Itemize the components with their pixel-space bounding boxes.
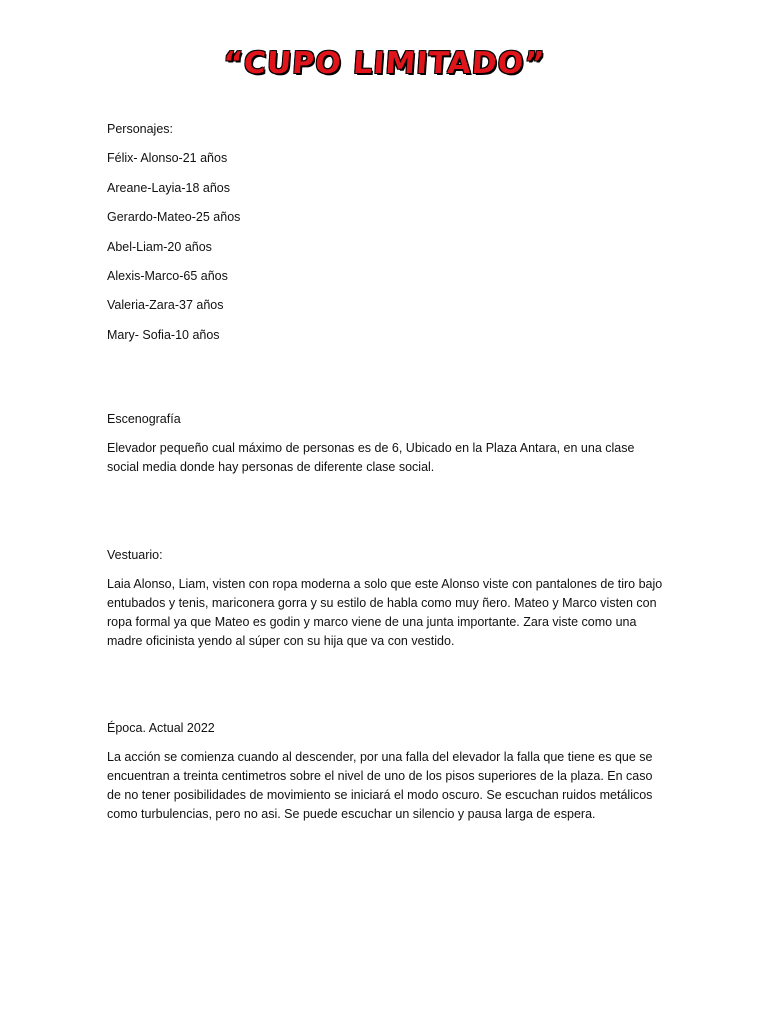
character-item: Areane-Layia-18 años <box>107 180 230 195</box>
character-item: Abel-Liam-20 años <box>107 239 212 254</box>
scenography-section <box>107 410 667 477</box>
costume-section <box>107 546 667 651</box>
scenography-text: Elevador pequeño cual máximo de personas es de 6, Ubicado en la Plaza Antara, en una clase social media donde hay personas de diferente clase social. <box>107 441 635 474</box>
document-title: “CUPO LIMITADO” <box>221 46 547 81</box>
era-text: La acción se comienza cuando al descender, por una falla del elevador la falla que tiene es que se encuentran a treinta centimetros sobre el nivel de uno de los pisos superiores de la plaza. En caso de no tener posibilidades de movimiento se iniciará el modo oscuro. Se escuchan ruidos metálicos como turbulencias, pero no asi. Se puede escuchar un silencio y pausa larga de espera. <box>107 750 653 821</box>
costume-text: Laia Alonso, Liam, visten con ropa moderna a solo que este Alonso viste con pantalones de tiro bajo entubados y tenis, mariconera gorra y su estilo de habla como muy ñero. Mateo y Marco visten con ropa formal ya que Mateo es godin y marco viene de una junta importante. Zara viste como una madre oficinista yendo al súper con su hija que va con vestido. <box>107 577 663 648</box>
costume-heading: Vestuario: <box>107 548 163 562</box>
character-item: Alexis-Marco-65 años <box>107 268 228 283</box>
era-section <box>107 719 667 824</box>
character-item: Mary- Sofia-10 años <box>107 327 220 342</box>
characters-heading: Personajes: <box>107 122 174 136</box>
character-item: Félix- Alonso-21 años <box>107 151 228 166</box>
character-item: Gerardo-Mateo-25 años <box>107 210 241 225</box>
characters-section <box>107 120 667 355</box>
scenography-heading: Escenografía <box>107 412 181 426</box>
character-item: Valeria-Zara-37 años <box>107 298 224 313</box>
era-heading: Época. Actual 2022 <box>107 721 215 735</box>
